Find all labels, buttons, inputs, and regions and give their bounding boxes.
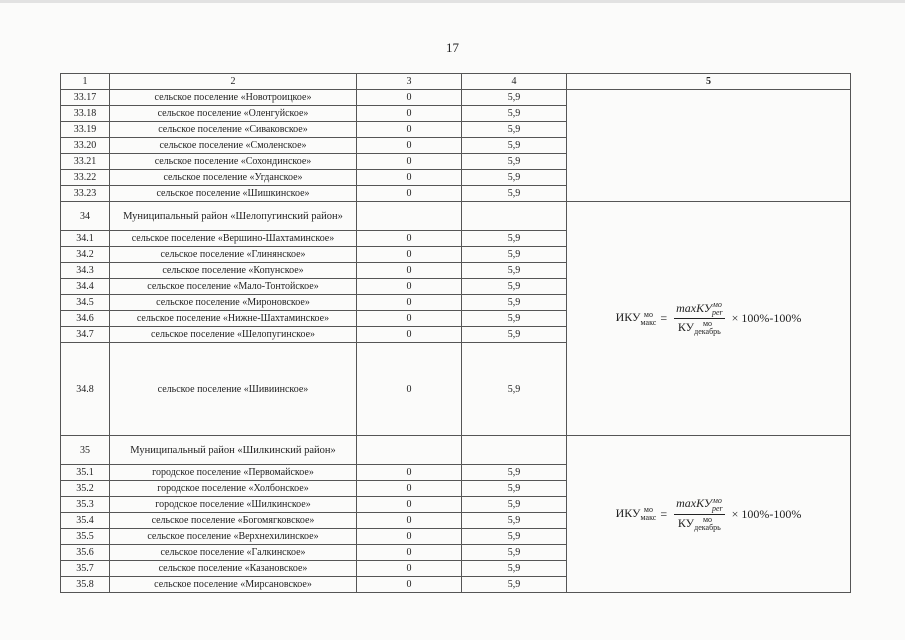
row-number: 35.8 <box>61 577 110 593</box>
row-col4: 5,9 <box>462 247 567 263</box>
row-name: сельское поселение «Глинянское» <box>110 247 357 263</box>
section-title-row <box>61 436 851 465</box>
row-col3: 0 <box>357 529 462 545</box>
row-name: сельское поселение «Шишкинское» <box>110 186 357 202</box>
row-name: городское поселение «Шилкинское» <box>110 497 357 513</box>
row-number: 35.6 <box>61 545 110 561</box>
header-cell-3: 3 <box>357 74 462 90</box>
row-col4: 5,9 <box>462 529 567 545</box>
formula-expression: ИКУ мо макс = maxКУ мо per КУ мо декабрь × 100%-100% <box>615 300 802 337</box>
row-number: 35.2 <box>61 481 110 497</box>
header-cell-5: 5 <box>567 74 851 90</box>
row-col3: 0 <box>357 170 462 186</box>
section35-formula-cell <box>567 436 851 593</box>
section-number: 35 <box>61 436 110 465</box>
row-col3: 0 <box>357 154 462 170</box>
row-number: 35.1 <box>61 465 110 481</box>
section-col4 <box>462 436 567 465</box>
row-name: сельское поселение «Угданское» <box>110 170 357 186</box>
table-row <box>61 90 851 106</box>
row-col4: 5,9 <box>462 106 567 122</box>
row-name: сельское поселение «Нижне-Шахтаминское» <box>110 311 357 327</box>
formula-denominator: КУ мо декабрь <box>677 319 721 337</box>
row-name: сельское поселение «Шелопугинское» <box>110 327 357 343</box>
header-cell-4: 4 <box>462 74 567 90</box>
row-number: 33.23 <box>61 186 110 202</box>
row-col4: 5,9 <box>462 170 567 186</box>
row-number: 33.18 <box>61 106 110 122</box>
row-col3: 0 <box>357 481 462 497</box>
row-number: 34.3 <box>61 263 110 279</box>
row-name: сельское поселение «Мирсановское» <box>110 577 357 593</box>
row-col3: 0 <box>357 138 462 154</box>
row-name: сельское поселение «Верхнехилинское» <box>110 529 357 545</box>
row-col3: 0 <box>357 90 462 106</box>
row-col3: 0 <box>357 545 462 561</box>
row-col3: 0 <box>357 343 462 436</box>
row-name: сельское поселение «Сохондинское» <box>110 154 357 170</box>
row-number: 34.5 <box>61 295 110 311</box>
row-name: сельское поселение «Мало-Тонтойское» <box>110 279 357 295</box>
row-number: 35.5 <box>61 529 110 545</box>
row-number: 33.22 <box>61 170 110 186</box>
row-col3: 0 <box>357 263 462 279</box>
row-col4: 5,9 <box>462 279 567 295</box>
row-name: городское поселение «Холбонское» <box>110 481 357 497</box>
row-number: 34.1 <box>61 231 110 247</box>
header-cell-1: 1 <box>61 74 110 90</box>
row-col3: 0 <box>357 577 462 593</box>
row-col4: 5,9 <box>462 481 567 497</box>
row-col3: 0 <box>357 186 462 202</box>
row-number: 34.4 <box>61 279 110 295</box>
row-number: 33.17 <box>61 90 110 106</box>
row-number: 33.20 <box>61 138 110 154</box>
formula-tail: × 100%-100% <box>731 311 802 325</box>
section-number: 34 <box>61 202 110 231</box>
row-col4: 5,9 <box>462 295 567 311</box>
row-col3: 0 <box>357 106 462 122</box>
row-col4: 5,9 <box>462 327 567 343</box>
row-col3: 0 <box>357 497 462 513</box>
row-name: сельское поселение «Богомягковское» <box>110 513 357 529</box>
row-number: 35.4 <box>61 513 110 529</box>
formula-lhs: ИКУ мо макс <box>615 309 657 327</box>
row-col4: 5,9 <box>462 90 567 106</box>
row-name: сельское поселение «Копунское» <box>110 263 357 279</box>
row-col4: 5,9 <box>462 545 567 561</box>
row-col3: 0 <box>357 247 462 263</box>
formula-tail: × 100%-100% <box>731 506 802 521</box>
row-number: 34.2 <box>61 247 110 263</box>
row-col4: 5,9 <box>462 186 567 202</box>
row-col4: 5,9 <box>462 343 567 436</box>
row-name: сельское поселение «Новотроицкое» <box>110 90 357 106</box>
row-name: сельское поселение «Вершино-Шахтаминское» <box>110 231 357 247</box>
formula-numerator: maxКУ мо per <box>676 495 723 513</box>
row-number: 34.7 <box>61 327 110 343</box>
formula-expression: ИКУ мо макс = maxКУ мо per КУ мо декабрь × 100%-100% <box>615 495 802 532</box>
row-col4: 5,9 <box>462 561 567 577</box>
row-col4: 5,9 <box>462 465 567 481</box>
formula-denominator: КУ мо декабрь <box>677 514 721 532</box>
page-number: 17 <box>446 40 459 55</box>
section-col3 <box>357 202 462 231</box>
row-name: сельское поселение «Смоленское» <box>110 138 357 154</box>
row-col4: 5,9 <box>462 263 567 279</box>
row-col4: 5,9 <box>462 122 567 138</box>
row-name: городское поселение «Первомайское» <box>110 465 357 481</box>
row-col3: 0 <box>357 122 462 138</box>
row-number: 34.6 <box>61 311 110 327</box>
section-col4 <box>462 202 567 231</box>
row-name: сельское поселение «Галкинское» <box>110 545 357 561</box>
row-col4: 5,9 <box>462 138 567 154</box>
row-number: 35.7 <box>61 561 110 577</box>
section-title: Муниципальный район «Шелопугинский район» <box>110 202 357 231</box>
row-col3: 0 <box>357 465 462 481</box>
row-col4: 5,9 <box>462 231 567 247</box>
row-col3: 0 <box>357 513 462 529</box>
row-name: сельское поселение «Шивиинское» <box>110 343 357 436</box>
row-col3: 0 <box>357 311 462 327</box>
row-number: 35.3 <box>61 497 110 513</box>
row-name: сельское поселение «Мироновское» <box>110 295 357 311</box>
scan-edge-shade <box>0 0 905 3</box>
row-col3: 0 <box>357 561 462 577</box>
row-col4: 5,9 <box>462 577 567 593</box>
row-col3: 0 <box>357 295 462 311</box>
section33-formula-cell <box>567 90 851 202</box>
row-number: 33.19 <box>61 122 110 138</box>
row-col3: 0 <box>357 231 462 247</box>
row-col4: 5,9 <box>462 497 567 513</box>
row-col4: 5,9 <box>462 154 567 170</box>
formula-lhs: ИКУ мо макс <box>615 505 657 523</box>
section-title-row <box>61 202 851 231</box>
row-col4: 5,9 <box>462 513 567 529</box>
header-cell-2: 2 <box>110 74 357 90</box>
data-table <box>60 73 851 593</box>
section-title: Муниципальный район «Шилкинский район» <box>110 436 357 465</box>
row-name: сельское поселение «Казановское» <box>110 561 357 577</box>
row-name: сельское поселение «Сиваковское» <box>110 122 357 138</box>
row-col3: 0 <box>357 327 462 343</box>
table-header-row <box>61 74 851 90</box>
row-col4: 5,9 <box>462 311 567 327</box>
formula-numerator: maxКУ мо per <box>676 300 723 317</box>
row-number: 34.8 <box>61 343 110 436</box>
section-col3 <box>357 436 462 465</box>
row-col3: 0 <box>357 279 462 295</box>
row-number: 33.21 <box>61 154 110 170</box>
row-name: сельское поселение «Оленгуйское» <box>110 106 357 122</box>
section34-formula-cell <box>567 202 851 436</box>
